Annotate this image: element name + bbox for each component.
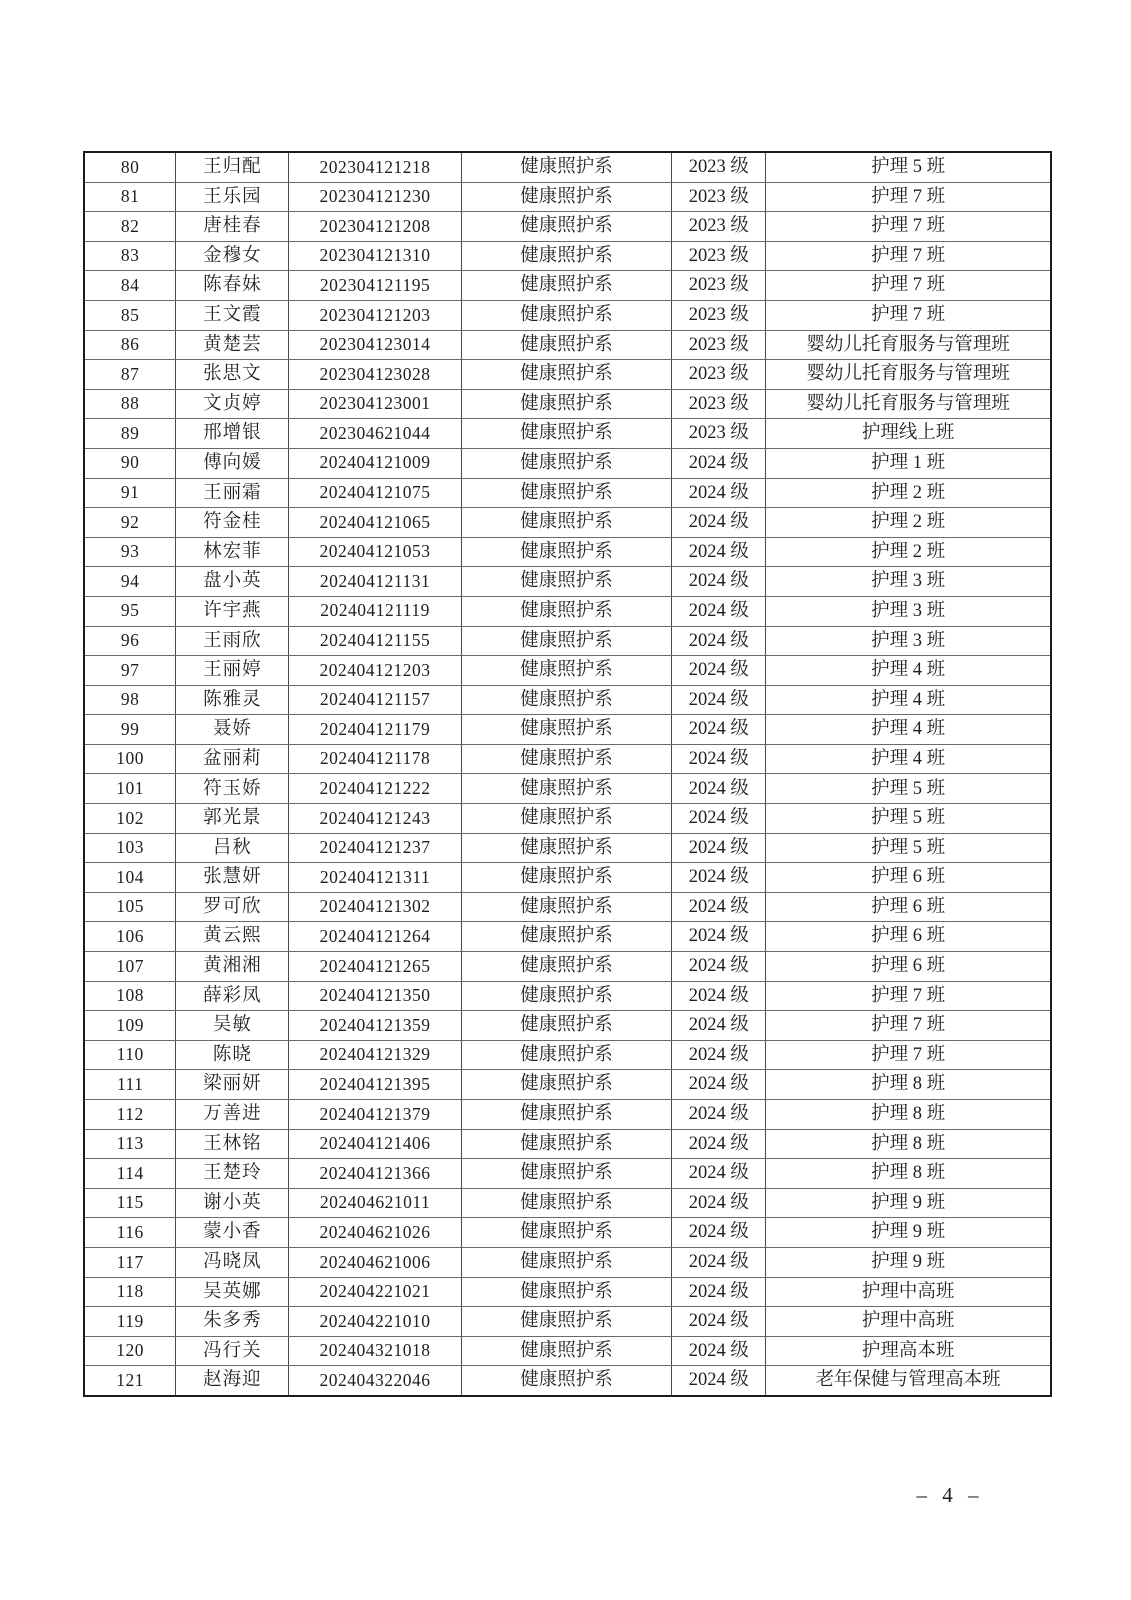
cell-department: 健康照护系	[461, 596, 672, 626]
cell-no: 118	[84, 1277, 176, 1307]
cell-name: 张慧妍	[176, 863, 289, 893]
cell-name: 金穆女	[176, 241, 289, 271]
table-row	[84, 478, 1051, 508]
table-row	[84, 1159, 1051, 1189]
cell-name: 文贞婷	[176, 389, 289, 419]
cell-no: 88	[84, 389, 176, 419]
table-row	[84, 1100, 1051, 1130]
cell-name: 吕秋	[176, 833, 289, 863]
cell-class-name: 护理 7 班	[766, 1011, 1051, 1041]
cell-department: 健康照护系	[461, 1218, 672, 1248]
cell-department: 健康照护系	[461, 715, 672, 745]
cell-name: 冯行关	[176, 1336, 289, 1366]
cell-name: 盘小英	[176, 567, 289, 597]
cell-grade: 2024 级	[672, 596, 766, 626]
cell-student-id: 202404121237	[289, 833, 461, 863]
cell-grade: 2024 级	[672, 1129, 766, 1159]
cell-name: 王楚玲	[176, 1159, 289, 1189]
cell-name: 万善进	[176, 1100, 289, 1130]
cell-department: 健康照护系	[461, 1129, 672, 1159]
cell-student-id: 202304121230	[289, 182, 461, 212]
cell-student-id: 202404322046	[289, 1366, 461, 1396]
cell-class-name: 婴幼儿托育服务与管理班	[766, 330, 1051, 360]
cell-no: 120	[84, 1336, 176, 1366]
cell-class-name: 护理 6 班	[766, 952, 1051, 982]
table-row	[84, 804, 1051, 834]
cell-no: 93	[84, 537, 176, 567]
cell-no: 94	[84, 567, 176, 597]
cell-name: 郭光景	[176, 804, 289, 834]
cell-student-id: 202404121265	[289, 952, 461, 982]
cell-no: 85	[84, 300, 176, 330]
cell-grade: 2024 级	[672, 1307, 766, 1337]
cell-grade: 2023 级	[672, 360, 766, 390]
cell-student-id: 202404121264	[289, 922, 461, 952]
cell-name: 符玉娇	[176, 774, 289, 804]
cell-class-name: 护理中高班	[766, 1277, 1051, 1307]
cell-student-id: 202404121395	[289, 1070, 461, 1100]
cell-no: 95	[84, 596, 176, 626]
cell-student-id: 202404121053	[289, 537, 461, 567]
cell-no: 89	[84, 419, 176, 449]
cell-name: 王丽婷	[176, 656, 289, 686]
cell-no: 115	[84, 1188, 176, 1218]
cell-student-id: 202404121203	[289, 656, 461, 686]
cell-student-id: 202404621011	[289, 1188, 461, 1218]
cell-no: 86	[84, 330, 176, 360]
cell-student-id: 202404121009	[289, 448, 461, 478]
cell-class-name: 护理 7 班	[766, 1040, 1051, 1070]
cell-class-name: 护理 8 班	[766, 1129, 1051, 1159]
cell-student-id: 202404121131	[289, 567, 461, 597]
cell-student-id: 202304121218	[289, 152, 461, 182]
cell-grade: 2024 级	[672, 448, 766, 478]
cell-grade: 2024 级	[672, 892, 766, 922]
cell-grade: 2024 级	[672, 508, 766, 538]
cell-name: 符金桂	[176, 508, 289, 538]
table-row	[84, 448, 1051, 478]
cell-name: 陈春妹	[176, 271, 289, 301]
table-row	[84, 389, 1051, 419]
table-row	[84, 1277, 1051, 1307]
cell-grade: 2024 级	[672, 863, 766, 893]
cell-department: 健康照护系	[461, 952, 672, 982]
cell-class-name: 护理 6 班	[766, 892, 1051, 922]
cell-class-name: 护理 7 班	[766, 300, 1051, 330]
cell-student-id: 202404121065	[289, 508, 461, 538]
cell-grade: 2023 级	[672, 419, 766, 449]
table-row	[84, 152, 1051, 182]
cell-grade: 2024 级	[672, 981, 766, 1011]
cell-department: 健康照护系	[461, 360, 672, 390]
table-row	[84, 330, 1051, 360]
cell-name: 蒙小香	[176, 1218, 289, 1248]
student-roster-body	[84, 152, 1051, 1396]
cell-student-id: 202404621006	[289, 1247, 461, 1277]
cell-grade: 2023 级	[672, 212, 766, 242]
cell-class-name: 护理 9 班	[766, 1247, 1051, 1277]
cell-no: 104	[84, 863, 176, 893]
cell-no: 109	[84, 1011, 176, 1041]
cell-grade: 2024 级	[672, 833, 766, 863]
cell-student-id: 202304121203	[289, 300, 461, 330]
cell-grade: 2024 级	[672, 685, 766, 715]
cell-class-name: 老年保健与管理高本班	[766, 1366, 1051, 1396]
table-row	[84, 1129, 1051, 1159]
table-row	[84, 537, 1051, 567]
cell-department: 健康照护系	[461, 389, 672, 419]
cell-no: 96	[84, 626, 176, 656]
cell-name: 林宏菲	[176, 537, 289, 567]
cell-department: 健康照护系	[461, 685, 672, 715]
cell-student-id: 202304123014	[289, 330, 461, 360]
cell-name: 王乐园	[176, 182, 289, 212]
table-row	[84, 774, 1051, 804]
cell-student-id: 202404121359	[289, 1011, 461, 1041]
cell-no: 80	[84, 152, 176, 182]
cell-grade: 2024 级	[672, 952, 766, 982]
cell-no: 97	[84, 656, 176, 686]
cell-no: 82	[84, 212, 176, 242]
cell-student-id: 202404121178	[289, 744, 461, 774]
cell-department: 健康照护系	[461, 241, 672, 271]
cell-student-id: 202404221010	[289, 1307, 461, 1337]
cell-department: 健康照护系	[461, 508, 672, 538]
cell-no: 114	[84, 1159, 176, 1189]
cell-student-id: 202404121222	[289, 774, 461, 804]
cell-department: 健康照护系	[461, 300, 672, 330]
cell-class-name: 护理 6 班	[766, 863, 1051, 893]
cell-name: 许宇燕	[176, 596, 289, 626]
cell-department: 健康照护系	[461, 1070, 672, 1100]
cell-class-name: 护理 5 班	[766, 833, 1051, 863]
cell-student-id: 202404121075	[289, 478, 461, 508]
cell-no: 99	[84, 715, 176, 745]
cell-grade: 2023 级	[672, 241, 766, 271]
cell-department: 健康照护系	[461, 1247, 672, 1277]
cell-no: 81	[84, 182, 176, 212]
cell-department: 健康照护系	[461, 1188, 672, 1218]
cell-student-id: 202304121195	[289, 271, 461, 301]
cell-grade: 2024 级	[672, 1159, 766, 1189]
cell-department: 健康照护系	[461, 833, 672, 863]
cell-name: 梁丽妍	[176, 1070, 289, 1100]
cell-class-name: 护理 7 班	[766, 981, 1051, 1011]
table-row	[84, 300, 1051, 330]
cell-class-name: 护理中高班	[766, 1307, 1051, 1337]
cell-name: 黄楚芸	[176, 330, 289, 360]
cell-department: 健康照护系	[461, 212, 672, 242]
cell-department: 健康照护系	[461, 922, 672, 952]
cell-department: 健康照护系	[461, 744, 672, 774]
cell-name: 朱多秀	[176, 1307, 289, 1337]
cell-name: 吴敏	[176, 1011, 289, 1041]
cell-no: 110	[84, 1040, 176, 1070]
table-row	[84, 567, 1051, 597]
cell-class-name: 护理 2 班	[766, 478, 1051, 508]
table-row	[84, 1070, 1051, 1100]
cell-class-name: 护理 2 班	[766, 537, 1051, 567]
cell-department: 健康照护系	[461, 981, 672, 1011]
cell-no: 101	[84, 774, 176, 804]
cell-no: 103	[84, 833, 176, 863]
cell-class-name: 护理 4 班	[766, 715, 1051, 745]
cell-department: 健康照护系	[461, 152, 672, 182]
cell-class-name: 护理 9 班	[766, 1188, 1051, 1218]
cell-name: 邢增银	[176, 419, 289, 449]
cell-class-name: 护理 4 班	[766, 685, 1051, 715]
cell-class-name: 护理 8 班	[766, 1100, 1051, 1130]
cell-name: 王雨欣	[176, 626, 289, 656]
cell-department: 健康照护系	[461, 804, 672, 834]
cell-grade: 2023 级	[672, 300, 766, 330]
cell-student-id: 202404121311	[289, 863, 461, 893]
cell-name: 谢小英	[176, 1188, 289, 1218]
table-row	[84, 1336, 1051, 1366]
cell-student-id: 202404221021	[289, 1277, 461, 1307]
cell-grade: 2024 级	[672, 1277, 766, 1307]
cell-department: 健康照护系	[461, 892, 672, 922]
cell-name: 唐桂春	[176, 212, 289, 242]
table-row	[84, 626, 1051, 656]
cell-class-name: 护理 7 班	[766, 271, 1051, 301]
cell-class-name: 护理线上班	[766, 419, 1051, 449]
cell-name: 盆丽莉	[176, 744, 289, 774]
cell-no: 107	[84, 952, 176, 982]
table-row	[84, 744, 1051, 774]
cell-no: 92	[84, 508, 176, 538]
cell-grade: 2024 级	[672, 744, 766, 774]
cell-no: 100	[84, 744, 176, 774]
cell-no: 106	[84, 922, 176, 952]
table-row	[84, 419, 1051, 449]
table-row	[84, 685, 1051, 715]
cell-grade: 2024 级	[672, 922, 766, 952]
cell-grade: 2024 级	[672, 1011, 766, 1041]
cell-class-name: 护理 1 班	[766, 448, 1051, 478]
cell-class-name: 护理 3 班	[766, 626, 1051, 656]
cell-grade: 2024 级	[672, 1100, 766, 1130]
table-row	[84, 892, 1051, 922]
cell-class-name: 护理 6 班	[766, 922, 1051, 952]
cell-grade: 2024 级	[672, 478, 766, 508]
cell-grade: 2024 级	[672, 537, 766, 567]
table-row	[84, 922, 1051, 952]
cell-student-id: 202304121310	[289, 241, 461, 271]
student-roster-table	[83, 151, 1052, 1397]
table-row	[84, 271, 1051, 301]
cell-name: 张思文	[176, 360, 289, 390]
cell-name: 陈雅灵	[176, 685, 289, 715]
cell-no: 102	[84, 804, 176, 834]
cell-name: 王归配	[176, 152, 289, 182]
cell-grade: 2024 级	[672, 1247, 766, 1277]
cell-student-id: 202404121119	[289, 596, 461, 626]
cell-department: 健康照护系	[461, 656, 672, 686]
cell-department: 健康照护系	[461, 863, 672, 893]
cell-class-name: 护理 5 班	[766, 152, 1051, 182]
table-row	[84, 863, 1051, 893]
cell-department: 健康照护系	[461, 419, 672, 449]
cell-department: 健康照护系	[461, 448, 672, 478]
cell-department: 健康照护系	[461, 1336, 672, 1366]
cell-name: 罗可欣	[176, 892, 289, 922]
cell-name: 聂娇	[176, 715, 289, 745]
cell-no: 83	[84, 241, 176, 271]
cell-grade: 2023 级	[672, 330, 766, 360]
cell-grade: 2024 级	[672, 1040, 766, 1070]
cell-grade: 2024 级	[672, 1188, 766, 1218]
table-row	[84, 656, 1051, 686]
cell-no: 108	[84, 981, 176, 1011]
cell-student-id: 202404121366	[289, 1159, 461, 1189]
cell-department: 健康照护系	[461, 537, 672, 567]
table-row	[84, 1040, 1051, 1070]
cell-department: 健康照护系	[461, 1159, 672, 1189]
cell-grade: 2024 级	[672, 1070, 766, 1100]
cell-name: 吴英娜	[176, 1277, 289, 1307]
cell-student-id: 202404121350	[289, 981, 461, 1011]
cell-no: 116	[84, 1218, 176, 1248]
cell-grade: 2024 级	[672, 567, 766, 597]
cell-class-name: 护理 3 班	[766, 567, 1051, 597]
cell-student-id: 202304121208	[289, 212, 461, 242]
cell-grade: 2024 级	[672, 1336, 766, 1366]
cell-grade: 2024 级	[672, 656, 766, 686]
cell-class-name: 护理 9 班	[766, 1218, 1051, 1248]
cell-grade: 2024 级	[672, 1366, 766, 1396]
page-number: – 4 –	[916, 1483, 984, 1507]
cell-grade: 2024 级	[672, 1218, 766, 1248]
cell-department: 健康照护系	[461, 330, 672, 360]
cell-class-name: 护理 7 班	[766, 241, 1051, 271]
cell-class-name: 护理 7 班	[766, 182, 1051, 212]
cell-department: 健康照护系	[461, 478, 672, 508]
cell-no: 112	[84, 1100, 176, 1130]
cell-no: 84	[84, 271, 176, 301]
table-row	[84, 1188, 1051, 1218]
table-row	[84, 360, 1051, 390]
table-row	[84, 952, 1051, 982]
cell-no: 91	[84, 478, 176, 508]
table-row	[84, 1011, 1051, 1041]
cell-student-id: 202404121155	[289, 626, 461, 656]
cell-grade: 2023 级	[672, 152, 766, 182]
cell-class-name: 护理 2 班	[766, 508, 1051, 538]
table-row	[84, 1307, 1051, 1337]
cell-no: 98	[84, 685, 176, 715]
cell-name: 黄湘湘	[176, 952, 289, 982]
cell-class-name: 婴幼儿托育服务与管理班	[766, 360, 1051, 390]
table-row	[84, 241, 1051, 271]
cell-student-id: 202304621044	[289, 419, 461, 449]
cell-class-name: 护理 8 班	[766, 1070, 1051, 1100]
cell-department: 健康照护系	[461, 626, 672, 656]
cell-student-id: 202404121329	[289, 1040, 461, 1070]
cell-no: 111	[84, 1070, 176, 1100]
cell-department: 健康照护系	[461, 182, 672, 212]
cell-name: 王文霞	[176, 300, 289, 330]
cell-grade: 2024 级	[672, 804, 766, 834]
table-row	[84, 833, 1051, 863]
cell-no: 105	[84, 892, 176, 922]
cell-grade: 2024 级	[672, 715, 766, 745]
cell-class-name: 护理高本班	[766, 1336, 1051, 1366]
cell-no: 90	[84, 448, 176, 478]
cell-name: 赵海迎	[176, 1366, 289, 1396]
cell-student-id: 202404621026	[289, 1218, 461, 1248]
table-row	[84, 182, 1051, 212]
cell-student-id: 202404121302	[289, 892, 461, 922]
cell-student-id: 202404121157	[289, 685, 461, 715]
cell-name: 冯晓凤	[176, 1247, 289, 1277]
cell-grade: 2023 级	[672, 389, 766, 419]
cell-class-name: 护理 3 班	[766, 596, 1051, 626]
cell-department: 健康照护系	[461, 1011, 672, 1041]
table-row	[84, 1218, 1051, 1248]
table-row	[84, 715, 1051, 745]
cell-class-name: 护理 8 班	[766, 1159, 1051, 1189]
cell-student-id: 202304123028	[289, 360, 461, 390]
cell-student-id: 202404321018	[289, 1336, 461, 1366]
cell-student-id: 202404121243	[289, 804, 461, 834]
table-row	[84, 212, 1051, 242]
cell-name: 黄云熙	[176, 922, 289, 952]
cell-class-name: 护理 4 班	[766, 656, 1051, 686]
cell-no: 87	[84, 360, 176, 390]
cell-name: 陈晓	[176, 1040, 289, 1070]
cell-grade: 2024 级	[672, 774, 766, 804]
cell-class-name: 护理 4 班	[766, 744, 1051, 774]
cell-department: 健康照护系	[461, 1277, 672, 1307]
table-row	[84, 981, 1051, 1011]
cell-student-id: 202304123001	[289, 389, 461, 419]
cell-grade: 2023 级	[672, 182, 766, 212]
cell-department: 健康照护系	[461, 1366, 672, 1396]
cell-no: 113	[84, 1129, 176, 1159]
cell-grade: 2023 级	[672, 271, 766, 301]
table-row	[84, 1366, 1051, 1396]
table-row	[84, 1247, 1051, 1277]
cell-name: 薛彩凤	[176, 981, 289, 1011]
cell-department: 健康照护系	[461, 271, 672, 301]
table-row	[84, 508, 1051, 538]
cell-name: 傅向媛	[176, 448, 289, 478]
cell-class-name: 护理 5 班	[766, 804, 1051, 834]
cell-department: 健康照护系	[461, 1307, 672, 1337]
cell-department: 健康照护系	[461, 567, 672, 597]
cell-no: 119	[84, 1307, 176, 1337]
cell-class-name: 婴幼儿托育服务与管理班	[766, 389, 1051, 419]
cell-class-name: 护理 5 班	[766, 774, 1051, 804]
cell-student-id: 202404121379	[289, 1100, 461, 1130]
cell-department: 健康照护系	[461, 1100, 672, 1130]
table-row	[84, 596, 1051, 626]
cell-no: 121	[84, 1366, 176, 1396]
cell-name: 王丽霜	[176, 478, 289, 508]
cell-class-name: 护理 7 班	[766, 212, 1051, 242]
cell-department: 健康照护系	[461, 1040, 672, 1070]
cell-no: 117	[84, 1247, 176, 1277]
cell-grade: 2024 级	[672, 626, 766, 656]
cell-name: 王林铭	[176, 1129, 289, 1159]
cell-department: 健康照护系	[461, 774, 672, 804]
cell-student-id: 202404121406	[289, 1129, 461, 1159]
cell-student-id: 202404121179	[289, 715, 461, 745]
